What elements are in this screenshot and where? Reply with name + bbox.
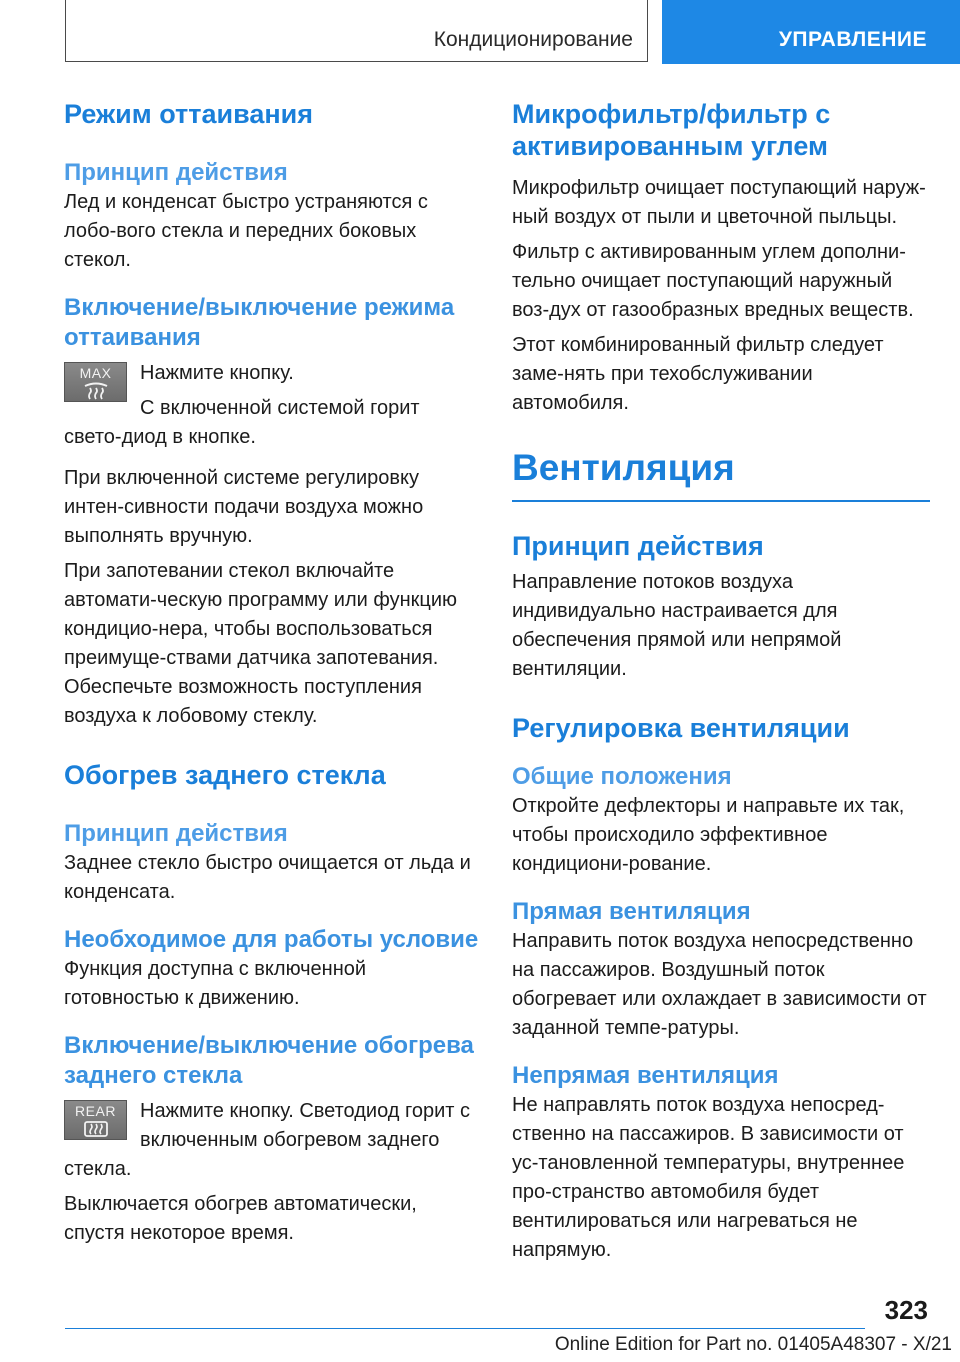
defrost-principle-text: Лед и конденсат быстро устраняются с лобо-вого стекла и передних боковых стекол. (64, 191, 428, 271)
direct-vent-heading: Прямая вентиляция (512, 897, 751, 925)
rear-defrost-button-icon (64, 1100, 127, 1140)
rear-icon-label: REAR (75, 1103, 116, 1119)
general-heading: Общие положения (512, 762, 732, 790)
defrost-fog-text: При запотевании стекол включайте автомати-ческую программу или функцию кондицио-нера, чтобы воспользоваться преимуще-ствами датчика запотевания. Обеспечьте возможность поступления воздуха к лобовому стеклу. (64, 560, 457, 727)
direct-vent-text: Направить поток воздуха непосредственно на пассажиров. Воздушный поток обогревает или охлаждает в зависимости от заданной темпе-ратуры. (512, 929, 927, 1039)
rear-condition-text: Функция доступна с включенной готовностью к движению. (64, 958, 367, 1009)
rear-heating-heading: Обогрев заднего стекла (64, 760, 386, 790)
page-number: 323 (884, 1295, 928, 1325)
defrost-button-instruction (64, 359, 480, 452)
max-icon-label: MAX (79, 365, 112, 381)
filter-heading: Микрофильтр/фильтр с активированным углем (512, 99, 831, 161)
header-chapter-title: УПРАВЛЕНИЕ (778, 28, 927, 51)
vent-adjust-heading: Регулировка вентиляции (512, 712, 850, 743)
rear-press-text: Нажмите кнопку. Светодиод горит с включенным обогревом заднего стекла. (64, 1100, 470, 1180)
footer-rule (65, 1328, 865, 1329)
defrost-switch-heading: Включение/выключение режима оттаивания (64, 294, 455, 351)
rear-button-instruction (64, 1097, 480, 1184)
max-defrost-button-icon (64, 362, 127, 402)
defrost-manual-text: При включенной системе регулировку интен-сивности подачи воздуха можно выполнять вручную. (64, 467, 424, 547)
rear-window-heater-icon (83, 1120, 109, 1138)
rear-condition-heading: Необходимое для работы условие (64, 926, 479, 953)
defrost-heading: Режим оттаивания (64, 99, 314, 129)
header-section-title: Кондиционирование (433, 28, 633, 51)
rear-principle-text: Заднее стекло быстро очищается от льда и конденсата. (64, 852, 471, 903)
header-chapter-tab (662, 0, 960, 64)
filter-text-2: Фильтр с активированным углем дополни-тельно очищает поступающий наружный воз-дух от газообразных вредных веществ. (512, 241, 914, 321)
indirect-vent-text: Не направлять поток воздуха непосред-ственно на пассажиров. В зависимости от ус-тановленной температуры, внутреннее про-странство автомобиля будет вентилироваться или нагреваться не напрямую. (512, 1093, 905, 1261)
filter-text-3: Этот комбинированный фильтр следует заме-нять при техобслуживании автомобиля. (512, 334, 884, 414)
indirect-vent-heading: Непрямая вентиляция (512, 1061, 779, 1089)
right-column (512, 98, 930, 1265)
rear-principle-heading: Принцип действия (64, 820, 288, 847)
rear-auto-off-text: Выключается обогрев автоматически, спустя некоторое время. (64, 1193, 417, 1244)
vent-principle-heading: Принцип действия (512, 530, 764, 561)
header-section-box (65, 0, 648, 62)
defrost-led-text: С включенной системой горит свето-диод в кнопке. (64, 397, 420, 448)
left-column (64, 98, 480, 1248)
general-text: Откройте дефлекторы и направьте их так, чтобы происходило эффективное кондициони-рование. (512, 794, 905, 875)
footer-edition: Online Edition for Part no. 01405A48307 - X/21 (554, 1334, 952, 1355)
filter-text-1: Микрофильтр очищает поступающий наруж-ный воздух от пыли и цветочной пыльцы. (512, 177, 926, 228)
rear-switch-heading: Включение/выключение обогрева заднего стекла (64, 1032, 474, 1089)
defrost-wave-icon (83, 382, 109, 400)
ventilation-heading: Вентиляция (512, 447, 735, 488)
defrost-principle-heading: Принцип действия (64, 159, 288, 186)
vent-principle-text: Направление потоков воздуха индивидуально настраивается для обеспечения прямой или непрямой вентиляции. (512, 570, 842, 680)
defrost-press-text: Нажмите кнопку. (140, 362, 294, 384)
